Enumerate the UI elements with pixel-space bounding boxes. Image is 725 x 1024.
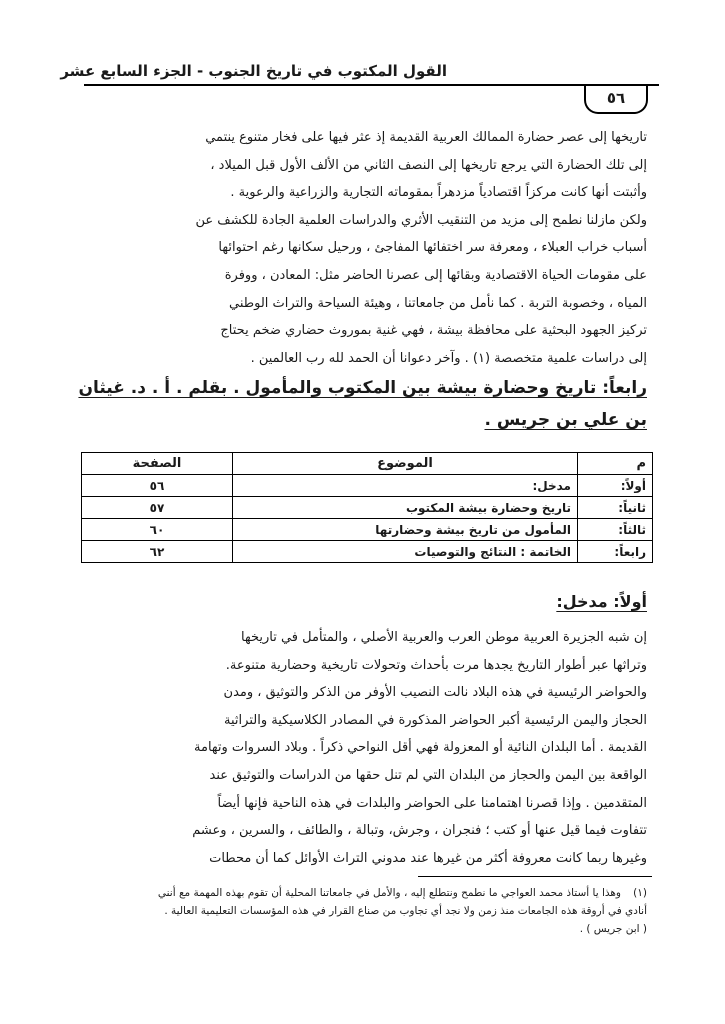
text-line: أسباب خراب العبلاء ، ومعرفة سر اختفائها المفاجئ ، ورحيل سكانها رغم احتوائها bbox=[218, 240, 647, 256]
text-line: وغيرها ربما كانت معروفة أكثر من غيرها عند مدوني التراث الأوائل كما أن محطات bbox=[209, 850, 647, 866]
footnote-marker: (١) bbox=[633, 887, 647, 899]
text-line: على مقومات الحياة الاقتصادية وبقائها إلى عصرنا الحاضر مثل: المعادن ، ووفرة bbox=[224, 267, 647, 283]
text-line: المتقدمين . وإذا قصرنا اهتمامنا على الحواضر والبلدات في هذه الناحية فإنها أيضاً bbox=[217, 795, 647, 811]
text-line: تتفاوت فيما قيل عنها أو كتب ؛ فنجران ، وجرش، وتبالة ، والطائف ، والسرين ، وعشم bbox=[192, 823, 647, 839]
page-number: ٥٦ bbox=[584, 86, 648, 114]
footnote-line: أنادي في أروقة هذه الجامعات منذ زمن ولا نجد أي تجاوب من صناع القرار في هذه المؤسسات التعليمية العالية . bbox=[164, 905, 647, 917]
table-header-row bbox=[82, 453, 653, 475]
section-heading: رابعاً: تاريخ وحضارة بيشة بين المكتوب والمأمول . بقلم . أ . د. غيثان بن علي بن جريس . bbox=[78, 378, 647, 430]
text-line: القديمة . أما البلدان النائية أو المعزولة فهي أقل النواحي ذكراً . وبلاد السروات وتهامة bbox=[194, 740, 647, 756]
row-topic: المأمول من تاريخ بيشة وحضارتها bbox=[233, 519, 578, 541]
footnote bbox=[73, 884, 647, 938]
row-page: ٥٧ bbox=[82, 497, 233, 519]
row-page: ٦٢ bbox=[82, 541, 233, 563]
footnote-line bbox=[73, 884, 647, 902]
text-line: الواقعة بين اليمن والحجاز من البلدان التي لم تنل حقها من الدراسات والتوثيق عند bbox=[209, 767, 647, 783]
footnote-line: ( ابن جريس ) . bbox=[579, 923, 647, 935]
running-header-title: القول المكتوب في تاريخ الجنوب - الجزء السابع عشر bbox=[60, 62, 447, 80]
subsection-heading: أولاً: مدخل: bbox=[556, 592, 647, 611]
table-row bbox=[82, 519, 653, 541]
text-line: إلى دراسات علمية متخصصة (١) . وآخر دعوانا أن الحمد لله رب العالمين . bbox=[250, 350, 647, 366]
contents-table bbox=[81, 452, 653, 563]
header-rule bbox=[84, 84, 659, 86]
row-num: ثانياً: bbox=[578, 497, 653, 519]
row-num: أولاً: bbox=[578, 475, 653, 497]
footnote-separator bbox=[418, 876, 652, 877]
row-page: ٦٠ bbox=[82, 519, 233, 541]
table-row bbox=[82, 541, 653, 563]
text-line: تركيز الجهود البحثية على محافظة بيشة ، فهي غنية بموروث حضاري ضخم يحتاج bbox=[220, 323, 647, 339]
text-line: المياه ، وخصوبة التربة . كما نأمل من جامعاتنا ، وهيئة السياحة والتراث الوطني bbox=[229, 295, 647, 311]
row-topic: تاريخ وحضارة بيشة المكتوب bbox=[233, 497, 578, 519]
text-line: وأثبتت أنها كانت مركزاً اقتصادياً مزدهراً بمقوماته التجارية والزراعية والرعوية . bbox=[230, 185, 647, 201]
text-line: تاريخها إلى عصر حضارة الممالك العربية القديمة إذ عثر فيها على فخار متنوع ينتمي bbox=[205, 130, 647, 145]
text-line: وتراثها عبر أطوار التاريخ يجدها مرت بأحداث وتحولات تاريخية وحضارية متنوعة. bbox=[225, 657, 647, 673]
table-row bbox=[82, 497, 653, 519]
text-line: إلى تلك الحضارة التي يرجع تاريخها إلى النصف الثاني من الألف الأول قبل الميلاد ، bbox=[210, 157, 647, 173]
row-num: ثالثاً: bbox=[578, 519, 653, 541]
body-paragraph bbox=[79, 624, 647, 872]
intro-paragraph bbox=[79, 124, 647, 372]
text-line: الحجاز واليمن الرئيسية أكبر الحواضر المذكورة في المصادر الكلاسيكية والتراثية bbox=[224, 712, 647, 728]
header-num: م bbox=[578, 453, 653, 475]
text-line: والحواضر الرئيسية في هذه البلاد نالت النصيب الأوفر من الذكر والتوثيق ، ومدن bbox=[223, 685, 647, 701]
header-topic: الموضوع bbox=[233, 453, 578, 475]
text-line: ولكن مازلنا نطمح إلى مزيد من التنقيب الأثري والدراسات العلمية الجادة للكشف عن bbox=[195, 212, 647, 228]
row-topic: مدخل: bbox=[233, 475, 578, 497]
row-page: ٥٦ bbox=[82, 475, 233, 497]
table-row bbox=[82, 475, 653, 497]
row-num: رابعاً: bbox=[578, 541, 653, 563]
row-topic: الخاتمة : النتائج والتوصيات bbox=[233, 541, 578, 563]
header-page: الصفحة bbox=[82, 453, 233, 475]
footnote-text: وهذا يا أستاذ محمد العواجي ما نطمح ونتطلع إليه ، والأمل في جامعاتنا المحلية أن تقوم بهذه المهمة مع أنني bbox=[157, 887, 621, 899]
text-line: إن شبه الجزيرة العربية موطن العرب والعربية الأصلي ، والمتأمل في تاريخها bbox=[241, 630, 647, 645]
